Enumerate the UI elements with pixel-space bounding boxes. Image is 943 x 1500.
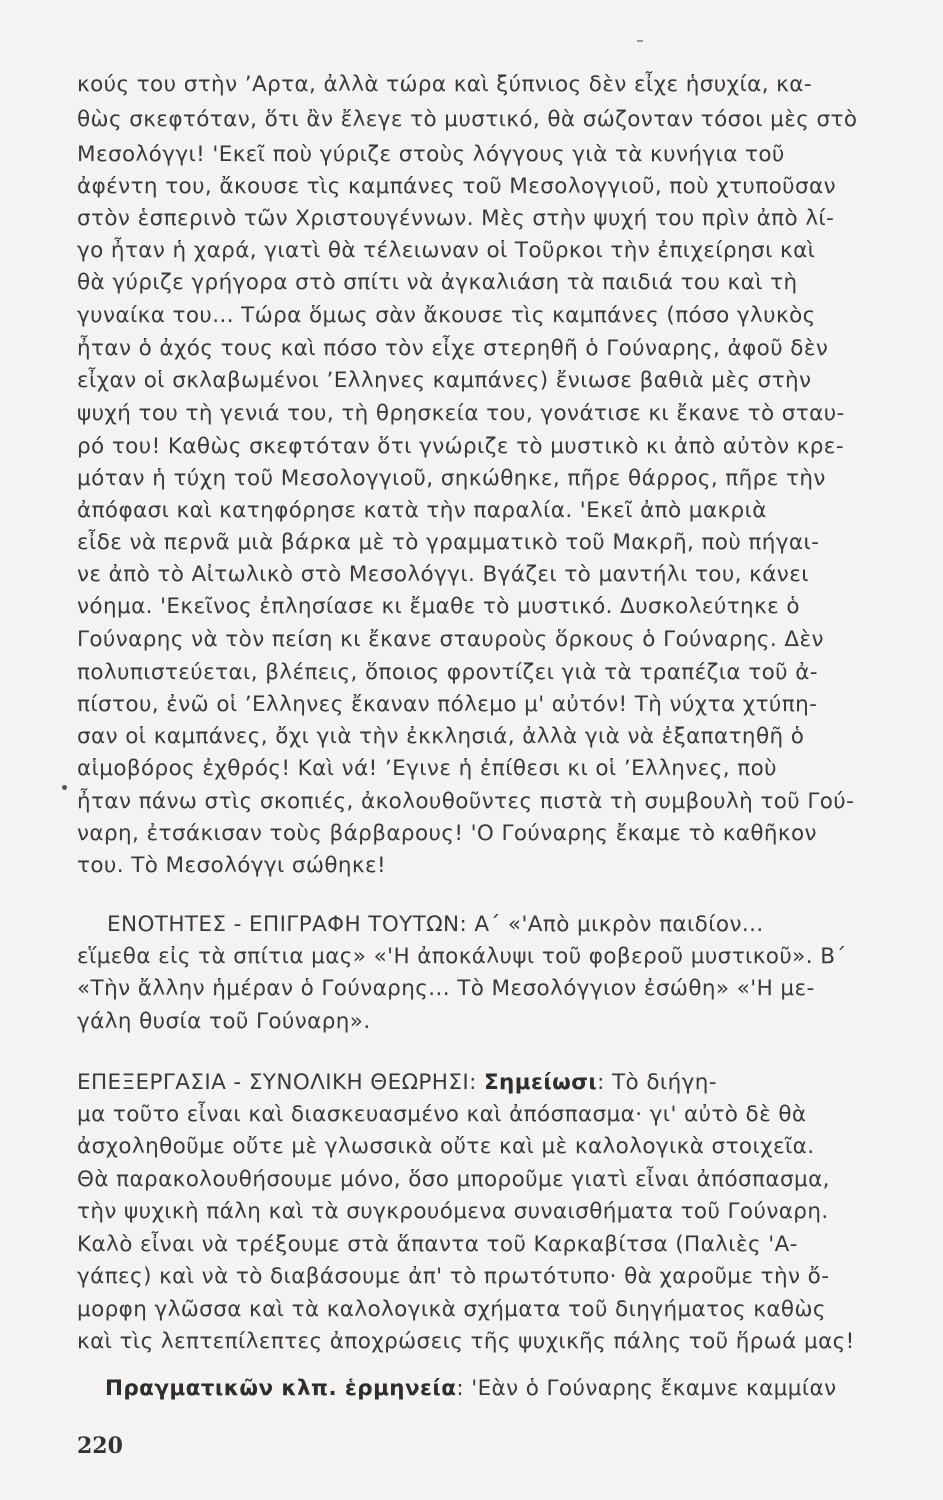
scan-mark <box>637 40 643 42</box>
text-line: Καλὸ εἶναι νὰ τρέξουμε στὰ ἅπαντα τοῦ Καρκαβίτσα (Παλιὲς 'Α- <box>77 1232 798 1257</box>
text-line: ἀφέντη του, ἄκουσε τὶς καμπάνες τοῦ Μεσολογγιοῦ, ποὺ χτυποῦσαν <box>77 174 837 199</box>
text-line: εἶδε νὰ περνᾶ μιὰ βάρκα μὲ τὸ γραμματικὸ τοῦ Μακρῆ, ποὺ πήγαι- <box>77 530 820 555</box>
text-line: ΕΝΟΤΗΤΕΣ - ΕΠΙΓΡΑΦΗ ΤΟΥΤΩΝ: Α΄ «'Απὸ μικρὸν παιδίον... <box>107 912 764 937</box>
text-line: ρό του! Καθὼς σκεφτόταν ὅτι γνώριζε τὸ μυστικὸ κι ἀπὸ αὐτὸν κρε- <box>77 434 844 459</box>
text-line: πολυπιστεύεται, βλέπεις, ὅποιος φροντίζει γιὰ τὰ τραπέζια τοῦ ἀ- <box>77 660 818 685</box>
text-line: ἀσχοληθοῦμε οὔτε μὲ γλωσσικὰ οὔτε καὶ μὲ καλολογικὰ στοιχεῖα. <box>77 1134 815 1159</box>
note-label: Σημείωσι <box>483 1070 598 1095</box>
text-line: ναρη, ἐτσάκισαν τοὺς βάρβαρους! 'Ο Γούναρης ἔκαμε τὸ καθῆκον <box>77 821 817 846</box>
text-line: ἦταν ὁ ἀχός τους καὶ πόσο τὸν εἶχε στερηθῆ ὁ Γούναρης, ἀφοῦ δὲν <box>77 336 829 361</box>
text-line <box>77 1068 922 1100</box>
text-line: ψυχή του τὴ γενιά του, τὴ θρησκεία του, γονάτισε κι ἔκανε τὸ σταυ- <box>77 401 845 426</box>
margin-dot <box>62 785 67 790</box>
text-line: εἶχαν οἱ σκλαβωμένοι ʼΕλληνες καμπάνες) ἔνιωσε βαθιὰ μὲς στὴν <box>77 368 812 393</box>
text-line: τὴν ψυχικὴ πάλη καὶ τὰ συγκρουόμενα συναισθήματα τοῦ Γούναρη. <box>77 1199 829 1224</box>
text-line: ἦταν πάνω στὶς σκοπιές, ἀκολουθοῦντες πιστὰ τὴ συμβουλὴ τοῦ Γού- <box>77 789 855 814</box>
text-line: θὼς σκεφτόταν, ὅτι ἂν ἔλεγε τὸ μυστικό, θὰ σώζονταν τόσοι μὲς στὸ <box>77 107 858 132</box>
interpretation-label: Πραγματικῶν κλπ. ἑρμηνεία <box>105 1376 457 1401</box>
text-line: μα τοῦτο εἶναι καὶ διασκευασμένο καὶ ἀπόσπασμα· γι' αὐτὸ δὲ θὰ <box>77 1102 807 1127</box>
text-line: μόταν ἡ τύχη τοῦ Μεσολογγιοῦ, σηκώθηκε, πῆρε θάρρος, πῆρε τὴν <box>77 466 826 491</box>
text-line: νόημα. 'Εκεῖνος ἐπλησίασε κι ἔμαθε τὸ μυστικό. Δυσκολεύτηκε ὁ <box>77 594 800 619</box>
interpretation-line <box>105 1374 922 1406</box>
section-heading: ΕΠΕΞΕΡΓΑΣΙΑ - ΣΥΝΟΛΙΚΗ ΘΕΩΡΗΣΙ: <box>77 1070 484 1095</box>
text-line: πίστου, ἐνῶ οἱ ʼΕλληνες ἔκαναν πόλεμο μ' αὐτόν! Τὴ νύχτα χτύπη- <box>77 692 818 717</box>
text-line: θὰ γύριζε γρήγορα στὸ σπίτι νὰ ἀγκαλιάση τὰ παιδιά του καὶ τὴ <box>77 270 798 295</box>
text-line: Μεσολόγγι! 'Εκεῖ ποὺ γύριζε στοὺς λόγγους γιὰ τὰ κυνήγια τοῦ <box>77 142 785 167</box>
text-line: νε ἀπὸ τὸ Αἰτωλικὸ στὸ Μεσολόγγι. Βγάζει τὸ μαντήλι του, κάνει <box>77 562 809 587</box>
text-line: εἵμεθα εἰς τὰ σπίτια μας» «'Η ἀποκάλυψι τοῦ φοβεροῦ μυστικοῦ». Β΄ <box>77 944 847 969</box>
text-line: μορφη γλῶσσα καὶ τὰ καλολογικὰ σχήματα τοῦ διηγήματος καθὼς <box>77 1297 826 1322</box>
text-line: στὸν ἑσπερινὸ τῶν Χριστουγέννων. Μὲς στὴν ψυχή του πρὶν ἀπὸ λί- <box>77 206 835 231</box>
text-line: Θὰ παρακολουθήσουμε μόνο, ὅσο μποροῦμε γιατὶ εἶναι ἀπόσπασμα, <box>77 1167 830 1192</box>
text-line: ἀπόφασι καὶ κατηφόρησε κατὰ τὴν παραλία. 'Εκεῖ ἀπὸ μακριὰ <box>77 498 767 523</box>
text-line: του. Τὸ Μεσολόγγι σώθηκε! <box>77 853 387 878</box>
text-line: γάλη θυσία τοῦ Γούναρη». <box>77 1009 371 1034</box>
text-line: καὶ τὶς λεπτεπίλεπτες ἀποχρώσεις τῆς ψυχικῆς πάλης τοῦ ἥρωά μας! <box>77 1329 855 1354</box>
line-rest: : 'Εὰν ὁ Γούναρης ἔκαμνε καμμίαν <box>456 1376 837 1401</box>
text-line: κούς του στὴν ʼΑρτα, ἀλλὰ τώρα καὶ ξύπνιος δὲν εἶχε ἡσυχία, κα- <box>77 72 812 97</box>
line-rest: : Τὸ διήγη- <box>597 1070 717 1095</box>
text-line: αἱμοβόρος ἐχθρός! Καὶ νά! ʼΕγινε ἡ ἐπίθεσι κι οἱ ʼΕλληνες, ποὺ <box>77 756 777 781</box>
text-line: γυναίκα του... Τώρα ὅμως σὰν ἄκουσε τὶς καμπάνες (πόσο γλυκὸς <box>77 303 816 328</box>
text-line: σαν οἱ καμπάνες, ὄχι γιὰ τὴν ἐκκλησιά, ἀλλὰ γιὰ νὰ ἐξαπατηθῆ ὁ <box>77 724 805 749</box>
text-line: γο ἦταν ἡ χαρά, γιατὶ θὰ τέλειωναν οἱ Τοῦρκοι τὴν ἐπιχείρησι καὶ <box>77 238 816 263</box>
text-line: γάπες) καὶ νὰ τὸ διαβάσουμε ἀπ' τὸ πρωτότυπο· θὰ χαροῦμε τὴν ὄ- <box>77 1264 830 1289</box>
text-line: «Τὴν ἄλλην ἡμέραν ὁ Γούναρης... Τὸ Μεσολόγγιον ἐσώθη» «'Η με- <box>77 976 815 1001</box>
page-number: 220 <box>77 1433 123 1459</box>
text-line: Γούναρης νὰ τὸν πείση κι ἔκανε σταυροὺς ὅρκους ὁ Γούναρης. Δὲν <box>77 627 824 652</box>
